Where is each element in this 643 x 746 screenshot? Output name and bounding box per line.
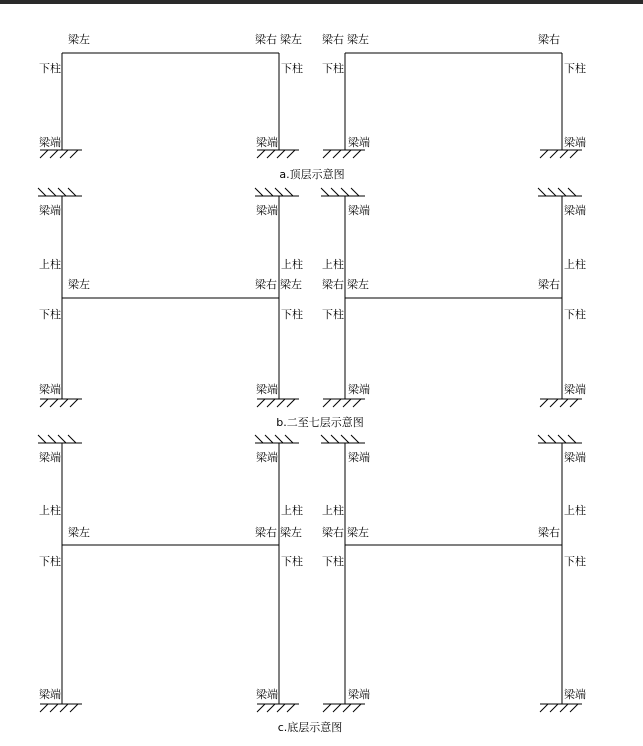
label-beam-end: 梁端 (39, 688, 61, 701)
panel-bottom-floor (38, 435, 582, 712)
panel-middle-floors (38, 188, 582, 407)
label-beam-left: 梁左 (347, 33, 369, 46)
label-col-above: 上柱 (564, 504, 586, 517)
label-beam-end: 梁端 (564, 451, 586, 464)
label-col-above: 上柱 (281, 504, 303, 517)
label-beam-left: 梁左 (280, 526, 302, 539)
ceiling-hatch (255, 188, 299, 196)
ground-hatch (40, 399, 82, 407)
ceiling-hatch (321, 435, 365, 443)
ground-hatch (257, 399, 299, 407)
ground-hatch (257, 704, 299, 712)
label-beam-end: 梁端 (39, 451, 61, 464)
ground-hatch (40, 704, 82, 712)
label-col-below: 下柱 (39, 555, 61, 568)
label-beam-right: 梁右 (538, 278, 560, 291)
label-beam-end: 梁端 (256, 204, 278, 217)
label-beam-left: 梁左 (347, 526, 369, 539)
label-col-above: 上柱 (39, 258, 61, 271)
label-beam-end: 梁端 (564, 688, 586, 701)
ceiling-hatch (321, 188, 365, 196)
label-col-below: 下柱 (39, 62, 61, 75)
label-col-above: 上柱 (39, 504, 61, 517)
label-beam-right: 梁右 (538, 33, 560, 46)
label-beam-end: 梁端 (256, 383, 278, 396)
ground-hatch (257, 150, 299, 158)
label-col-above: 上柱 (322, 258, 344, 271)
labels-middle-floors (39, 203, 586, 429)
label-col-below: 下柱 (281, 308, 303, 321)
label-beam-left: 梁左 (280, 33, 302, 46)
labels-top-floor (39, 32, 586, 181)
ground-hatch (323, 704, 365, 712)
label-beam-left: 梁左 (68, 526, 90, 539)
label-col-below: 下柱 (281, 62, 303, 75)
ground-hatch (540, 150, 582, 158)
label-beam-end: 梁端 (256, 451, 278, 464)
ground-hatch (40, 150, 82, 158)
panel-top-floor (40, 53, 582, 158)
ground-hatch (540, 399, 582, 407)
ceiling-hatch (538, 435, 582, 443)
label-beam-end: 梁端 (348, 383, 370, 396)
label-beam-end: 梁端 (256, 688, 278, 701)
label-beam-end: 梁端 (564, 383, 586, 396)
label-beam-end: 梁端 (564, 204, 586, 217)
label-col-below: 下柱 (322, 555, 344, 568)
label-col-below: 下柱 (322, 62, 344, 75)
label-beam-right: 梁右 (255, 526, 277, 539)
label-beam-end: 梁端 (348, 451, 370, 464)
label-beam-right: 梁右 (255, 33, 277, 46)
label-beam-right: 梁右 (255, 278, 277, 291)
ceiling-hatch (255, 435, 299, 443)
label-col-below: 下柱 (39, 308, 61, 321)
label-col-below: 下柱 (564, 62, 586, 75)
ceiling-hatch (538, 188, 582, 196)
label-beam-right: 梁右 (322, 33, 344, 46)
ground-hatch (323, 150, 365, 158)
label-beam-end: 梁端 (348, 136, 370, 149)
label-beam-end: 梁端 (39, 383, 61, 396)
label-beam-end: 梁端 (348, 204, 370, 217)
ceiling-hatch (38, 188, 82, 196)
label-beam-right: 梁右 (538, 526, 560, 539)
label-beam-right: 梁右 (322, 278, 344, 291)
label-beam-end: 梁端 (564, 136, 586, 149)
label-col-below: 下柱 (564, 555, 586, 568)
label-beam-right: 梁右 (322, 526, 344, 539)
ceiling-hatch (38, 435, 82, 443)
label-beam-end: 梁端 (256, 136, 278, 149)
ground-hatch (540, 704, 582, 712)
label-beam-end: 梁端 (39, 204, 61, 217)
label-beam-left: 梁左 (347, 278, 369, 291)
labels-bottom-floor (39, 450, 586, 734)
caption-middle-floors: b.二至七层示意图 (276, 416, 364, 429)
caption-top-floor: a.顶层示意图 (279, 168, 345, 181)
label-col-above: 上柱 (322, 504, 344, 517)
label-col-above: 上柱 (564, 258, 586, 271)
label-beam-left: 梁左 (68, 278, 90, 291)
ground-hatch (323, 399, 365, 407)
label-col-below: 下柱 (281, 555, 303, 568)
label-col-below: 下柱 (564, 308, 586, 321)
label-col-above: 上柱 (281, 258, 303, 271)
label-beam-end: 梁端 (39, 136, 61, 149)
label-beam-left: 梁左 (68, 33, 90, 46)
label-col-below: 下柱 (322, 308, 344, 321)
label-beam-left: 梁左 (280, 278, 302, 291)
label-beam-end: 梁端 (348, 688, 370, 701)
caption-bottom-floor: c.底层示意图 (277, 721, 343, 734)
